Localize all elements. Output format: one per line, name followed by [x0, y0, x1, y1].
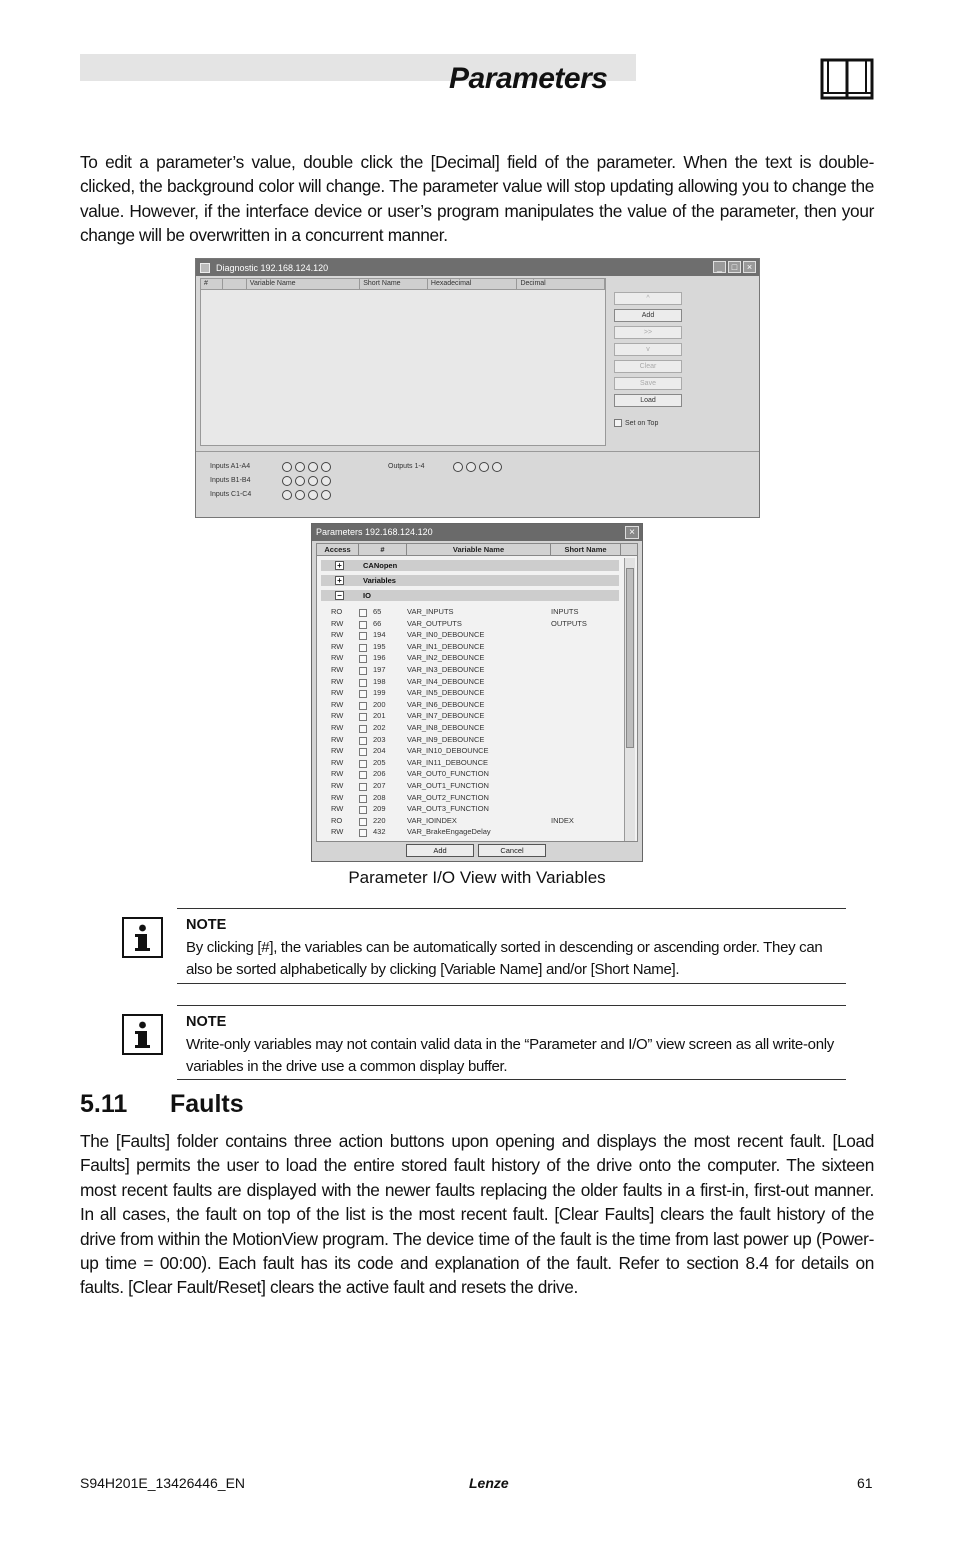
number-cell: 207 — [373, 781, 386, 790]
variable-name-cell: VAR_BrakeEngageDelay — [407, 827, 491, 837]
col-access[interactable]: Access — [317, 544, 359, 555]
number-cell: 66 — [373, 618, 382, 628]
input-led — [295, 476, 305, 486]
inputs-b-label: Inputs B1-B4 — [210, 477, 251, 484]
list-item[interactable] — [317, 758, 627, 770]
figure-caption: Parameter I/O View with Variables — [348, 868, 606, 887]
tree-group[interactable] — [321, 590, 619, 601]
list-item[interactable] — [317, 677, 627, 689]
variable-name-cell: VAR_IN0_DEBOUNCE — [407, 630, 485, 640]
col-hexadecimal[interactable]: Hexadecimal — [428, 279, 518, 289]
number-cell: 208 — [373, 792, 386, 802]
tree-group-label: IO — [363, 591, 371, 600]
note-text: Write-only variables may not contain valid data in the “Parameter and I/O” view screen as all write-only variables in the drive use a common display buffer. — [186, 1036, 834, 1075]
expand-icon[interactable]: + — [335, 576, 344, 585]
input-led — [308, 490, 318, 500]
input-led — [321, 462, 331, 472]
note-box — [177, 1005, 846, 1080]
col-number[interactable]: # — [201, 279, 223, 289]
note-label: NOTE — [186, 917, 227, 933]
diagnostic-title: Diagnostic 192.168.124.120 — [216, 262, 329, 273]
row-checkbox[interactable] — [359, 771, 367, 779]
access-cell: RW — [331, 781, 344, 790]
section-title: Faults — [170, 1090, 244, 1118]
input-led — [295, 490, 305, 500]
scrollbar-thumb[interactable] — [626, 568, 634, 748]
inputs-c-label: Inputs C1-C4 — [210, 491, 252, 498]
variable-name-cell: VAR_OUTPUTS — [407, 618, 462, 628]
list-item[interactable] — [317, 653, 627, 665]
list-item[interactable] — [317, 711, 627, 723]
row-checkbox[interactable] — [359, 644, 367, 652]
number-cell: 201 — [373, 711, 386, 721]
variable-name-cell: VAR_INPUTS — [407, 607, 454, 616]
tree-group[interactable] — [321, 560, 619, 571]
outputs-label: Outputs 1-4 — [388, 463, 425, 470]
row-checkbox[interactable] — [359, 632, 367, 640]
input-led — [295, 462, 305, 472]
row-checkbox[interactable] — [359, 783, 367, 791]
maximize-icon[interactable]: □ — [728, 261, 741, 273]
diagnostic-titlebar — [196, 259, 759, 276]
row-checkbox[interactable] — [359, 702, 367, 710]
row-checkbox[interactable] — [359, 829, 367, 837]
number-cell: 196 — [373, 653, 386, 663]
number-cell: 205 — [373, 757, 386, 767]
move-down-button[interactable]: v — [614, 343, 682, 356]
access-cell: RW — [331, 792, 344, 802]
variable-name-cell: VAR_IN2_DEBOUNCE — [407, 653, 485, 663]
access-cell: RW — [331, 827, 344, 837]
diagnostic-side-panel — [610, 278, 756, 448]
access-cell: RW — [331, 757, 344, 767]
col-decimal[interactable]: Decimal — [517, 279, 605, 289]
variable-name-cell: VAR_IN5_DEBOUNCE — [407, 688, 485, 698]
short-name-cell: OUTPUTS — [551, 618, 587, 628]
col-number[interactable]: # — [359, 544, 407, 555]
list-item[interactable] — [317, 816, 627, 828]
access-cell: RW — [331, 699, 344, 709]
access-cell: RW — [331, 676, 344, 686]
number-cell: 199 — [373, 688, 386, 698]
row-checkbox[interactable] — [359, 818, 367, 826]
inputs-a-leds — [282, 462, 331, 472]
row-checkbox[interactable] — [359, 725, 367, 733]
access-cell: RW — [331, 630, 344, 640]
list-item[interactable] — [317, 781, 627, 793]
note-label: NOTE — [186, 1014, 227, 1030]
window-controls — [713, 261, 756, 273]
col-short-name[interactable]: Short Name — [551, 544, 621, 555]
col-blank — [223, 279, 247, 289]
list-item[interactable] — [317, 630, 627, 642]
row-checkbox[interactable] — [359, 667, 367, 675]
row-checkbox[interactable] — [359, 795, 367, 803]
number-cell: 203 — [373, 734, 386, 744]
tree-group-label: Variables — [363, 576, 396, 585]
input-led — [321, 490, 331, 500]
input-led — [282, 490, 292, 500]
output-led — [466, 462, 476, 472]
output-led — [453, 462, 463, 472]
faults-paragraph: The [Faults] folder contains three action buttons upon opening and displays the most recent fault. [Load Faults] permits the user to load the entire stored fault history of the drive onto the computer. The sixteen most recent faults are displayed with the newer faults replacing the older faults in a first-in, first-out manner. In all cases, the fault on top of the list is the most recent fault. [Clear Faults] clears the fault history of the drive from within the MotionView program. The device time of the fault is the time from last power up (Power-up time = 00:00). Each fault has its code and explanation of the fault. Refer to section 8.4 for details on faults. [Clear Fault/Reset] clears the active fault and resets the drive. — [80, 1131, 874, 1298]
close-icon[interactable]: × — [625, 526, 639, 539]
parameters-window — [311, 523, 643, 862]
number-cell: 195 — [373, 641, 386, 651]
parameters-list[interactable] — [316, 543, 638, 842]
tree-group[interactable] — [321, 575, 619, 586]
close-icon[interactable]: × — [743, 261, 756, 273]
collapse-icon[interactable]: − — [335, 591, 344, 600]
number-cell: 200 — [373, 699, 386, 709]
input-led — [308, 462, 318, 472]
variable-name-cell: VAR_OUT2_FUNCTION — [407, 792, 489, 802]
variable-name-cell: VAR_OUT3_FUNCTION — [407, 804, 489, 814]
number-cell: 65 — [373, 607, 382, 616]
intro-paragraph: To edit a parameter’s value, double click the [Decimal] field of the parameter. When the text is double-clicked, the background color will change. The parameter value will stop updating allowing you to change the value. However, if the interface device or user’s program manipulates the value of the parameter, then your change will be overwritten in a concurrent manner. — [80, 152, 874, 246]
access-cell: RW — [331, 746, 344, 756]
set-on-top-option[interactable] — [614, 419, 658, 427]
page-title: Parameters — [449, 62, 608, 95]
row-checkbox[interactable] — [359, 690, 367, 698]
list-item[interactable] — [317, 642, 627, 654]
row-checkbox[interactable] — [359, 609, 367, 617]
note-text: By clicking [#], the variables can be automatically sorted in descending or ascending order. They can also be sorted alphabetically by clicking [Variable Name] and/or [Short Name]. — [186, 939, 823, 978]
access-cell: RW — [331, 665, 344, 674]
row-checkbox[interactable] — [359, 621, 367, 629]
forward-button[interactable]: >> — [614, 326, 682, 339]
access-cell: RW — [331, 769, 344, 779]
variable-name-cell: VAR_IN3_DEBOUNCE — [407, 665, 485, 674]
info-icon — [122, 1014, 163, 1055]
variable-name-cell: VAR_OUT0_FUNCTION — [407, 769, 489, 779]
page-number: 61 — [857, 1475, 873, 1491]
minimize-icon[interactable]: _ — [713, 261, 726, 273]
input-led — [308, 476, 318, 486]
set-on-top-label: Set on Top — [625, 419, 659, 427]
inputs-c-leds — [282, 490, 331, 500]
row-checkbox[interactable] — [359, 760, 367, 768]
row-checkbox[interactable] — [359, 737, 367, 745]
row-checkbox[interactable] — [359, 748, 367, 756]
number-cell: 194 — [373, 630, 386, 640]
load-button[interactable]: Load — [614, 394, 682, 407]
list-item[interactable] — [317, 769, 627, 781]
input-led — [321, 476, 331, 486]
row-checkbox[interactable] — [359, 679, 367, 687]
list-item[interactable] — [317, 827, 627, 839]
brand-logo: Lenze — [469, 1475, 509, 1491]
row-checkbox[interactable] — [359, 655, 367, 663]
diagnostic-grid-header — [201, 279, 605, 290]
access-cell: RW — [331, 688, 344, 698]
variable-name-cell: VAR_IN6_DEBOUNCE — [407, 699, 485, 709]
col-short-name[interactable]: Short Name — [360, 279, 428, 289]
access-cell: RW — [331, 653, 344, 663]
list-item[interactable] — [317, 607, 627, 619]
book-icon — [820, 58, 874, 100]
list-item[interactable] — [317, 804, 627, 816]
input-led — [282, 462, 292, 472]
app-icon — [200, 263, 210, 273]
set-on-top-checkbox[interactable] — [614, 419, 622, 427]
access-cell: RW — [331, 804, 344, 814]
outputs-leds — [453, 462, 502, 472]
save-button[interactable]: Save — [614, 377, 682, 390]
variable-name-cell: VAR_IN7_DEBOUNCE — [407, 711, 485, 721]
access-cell: RW — [331, 711, 344, 721]
add-button[interactable]: Add — [614, 309, 682, 322]
input-led — [282, 476, 292, 486]
access-cell: RW — [331, 723, 344, 732]
number-cell: 204 — [373, 746, 386, 756]
inputs-b-leds — [282, 476, 331, 486]
tree-group-label: CANopen — [363, 561, 398, 570]
list-item[interactable] — [317, 746, 627, 758]
list-item[interactable] — [317, 723, 627, 735]
document-id: S94H201E_13426446_EN — [80, 1475, 246, 1491]
variable-name-cell: VAR_IN10_DEBOUNCE — [407, 746, 489, 756]
access-cell: RW — [331, 641, 344, 651]
number-cell: 220 — [373, 815, 386, 825]
parameters-list-header — [317, 544, 637, 556]
row-checkbox[interactable] — [359, 806, 367, 814]
io-status-area — [196, 451, 759, 517]
access-cell: RW — [331, 734, 344, 744]
number-cell: 202 — [373, 723, 386, 732]
number-cell: 209 — [373, 804, 386, 814]
list-item[interactable] — [317, 793, 627, 805]
variable-name-cell: VAR_IOINDEX — [407, 815, 457, 825]
inputs-a-label: Inputs A1-A4 — [210, 463, 251, 470]
number-cell: 198 — [373, 676, 386, 686]
diagnostic-window — [195, 258, 760, 518]
output-led — [479, 462, 489, 472]
number-cell: 206 — [373, 769, 386, 779]
col-variable-name[interactable]: Variable Name — [407, 544, 551, 555]
access-cell: RO — [331, 815, 343, 825]
cancel-button[interactable]: Cancel — [478, 844, 546, 857]
list-item[interactable] — [317, 665, 627, 677]
add-button[interactable]: Add — [406, 844, 474, 857]
variable-name-cell: VAR_IN11_DEBOUNCE — [407, 757, 488, 767]
expand-icon[interactable]: + — [335, 561, 344, 570]
note-box — [177, 908, 846, 984]
variable-name-cell: VAR_IN1_DEBOUNCE — [407, 641, 485, 651]
info-icon — [122, 917, 163, 958]
list-item[interactable] — [317, 688, 627, 700]
output-led — [492, 462, 502, 472]
parameters-title: Parameters 192.168.124.120 — [312, 524, 642, 541]
access-cell: RW — [331, 618, 344, 628]
clear-button[interactable]: Clear — [614, 360, 682, 373]
access-cell: RO — [331, 607, 343, 616]
list-item[interactable] — [317, 735, 627, 747]
number-cell: 432 — [373, 827, 386, 837]
variable-name-cell: VAR_IN9_DEBOUNCE — [407, 734, 485, 744]
row-checkbox[interactable] — [359, 713, 367, 721]
diagnostic-grid[interactable] — [200, 278, 606, 446]
variable-name-cell: VAR_IN8_DEBOUNCE — [407, 723, 485, 732]
col-variable-name[interactable]: Variable Name — [247, 279, 360, 289]
short-name-cell: INPUTS — [551, 607, 579, 616]
number-cell: 197 — [373, 665, 386, 674]
variable-name-cell: VAR_OUT1_FUNCTION — [407, 781, 489, 790]
variable-name-cell: VAR_IN4_DEBOUNCE — [407, 676, 485, 686]
list-item[interactable] — [317, 700, 627, 712]
short-name-cell: INDEX — [551, 815, 574, 825]
section-number: 5.11 — [80, 1090, 128, 1118]
move-up-button[interactable]: ^ — [614, 292, 682, 305]
list-item[interactable] — [317, 619, 627, 631]
